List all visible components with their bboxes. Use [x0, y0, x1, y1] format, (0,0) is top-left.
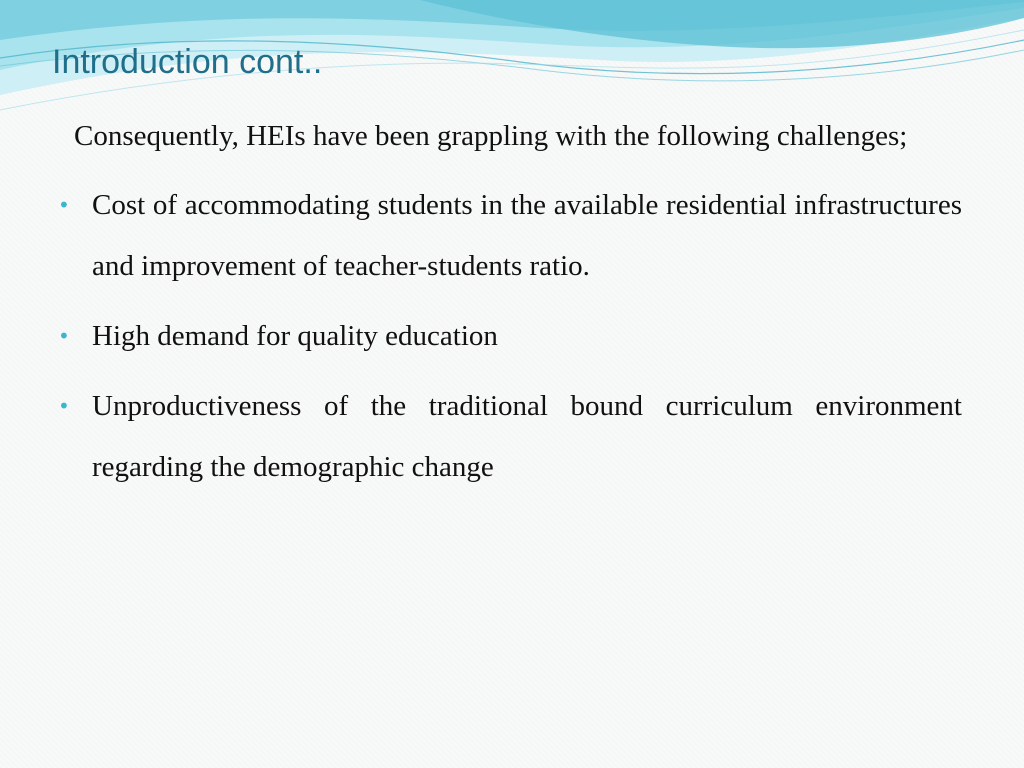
bullet-dot-icon: •	[58, 394, 70, 418]
slide-body	[58, 106, 962, 507]
bullet-item	[58, 376, 962, 498]
bullet-dot-icon: •	[58, 193, 70, 217]
bullet-text: Unproductiveness of the traditional bound curriculum environment regarding the demographic change	[92, 390, 962, 483]
bullet-dot-icon: •	[58, 324, 70, 348]
bullet-item	[58, 306, 962, 367]
bullet-text: Cost of accommodating students in the available residential infrastructures and improvement of teacher-students ratio.	[92, 189, 962, 282]
slide-title: Introduction cont..	[52, 43, 323, 81]
bullet-text: High demand for quality education	[92, 320, 498, 352]
bullet-item	[58, 175, 962, 297]
intro-paragraph: Consequently, HEIs have been grappling with the following challenges;	[74, 120, 908, 152]
bullet-list	[58, 175, 962, 498]
